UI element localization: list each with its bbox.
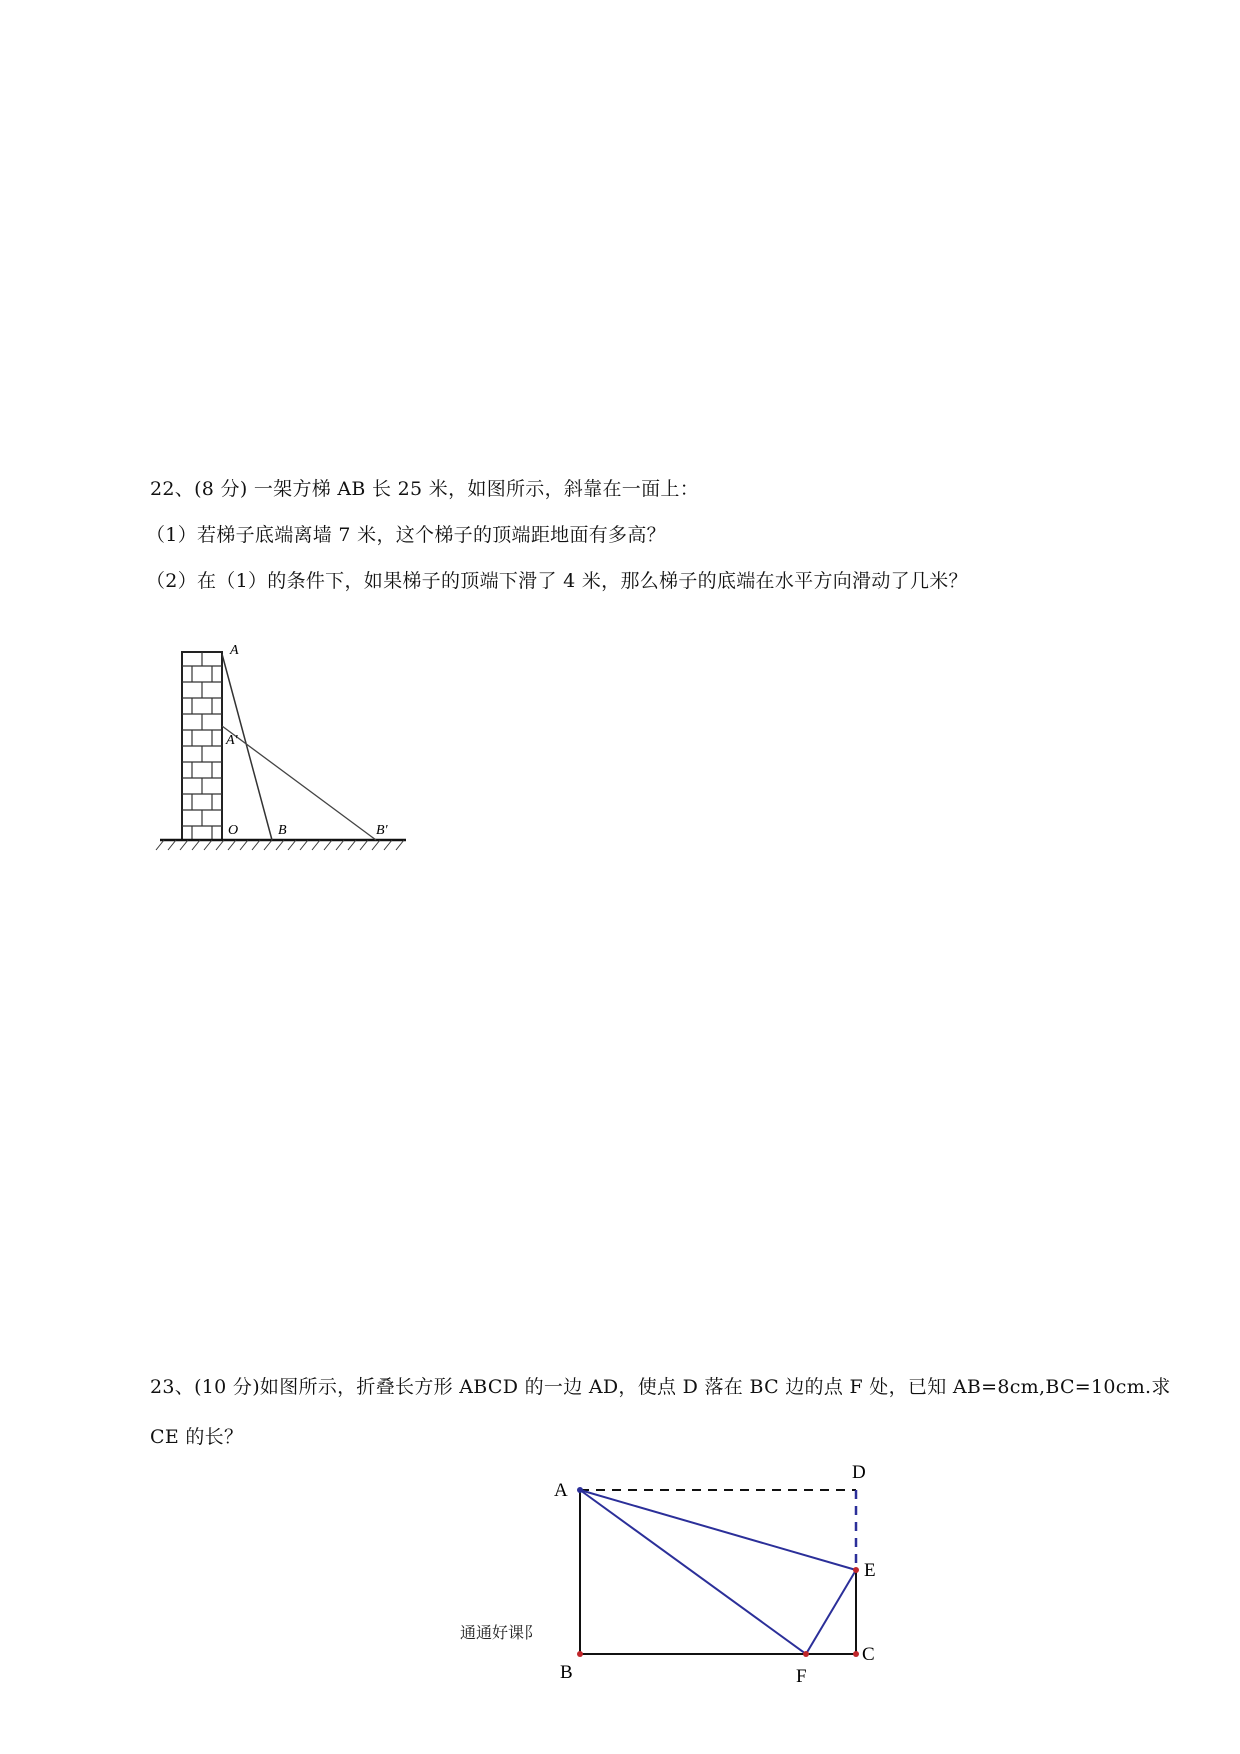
label-c: C — [862, 1644, 875, 1665]
label-d: D — [852, 1462, 866, 1483]
label-o: O — [228, 823, 239, 838]
label-b: B — [278, 823, 287, 838]
q22-part1: （1）若梯子底端离墙 7 米，这个梯子的顶端距地面有多高？ — [146, 524, 666, 546]
label-a: A — [554, 1480, 568, 1501]
ladder-a-prime-b-prime — [222, 726, 376, 840]
q22-title: 22、(8 分) 一架方梯 AB 长 25 米，如图所示，斜靠在一面上： — [150, 478, 699, 500]
point-a — [577, 1487, 583, 1493]
point-f — [803, 1651, 809, 1657]
line-ae — [580, 1490, 856, 1570]
point-b — [577, 1651, 583, 1657]
point-c — [853, 1651, 859, 1657]
label-f: F — [796, 1666, 807, 1687]
label-b: B — [560, 1662, 573, 1683]
point-e — [853, 1567, 859, 1573]
q22-part2: （2）在（1）的条件下，如果梯子的顶端下滑了 4 米，那么梯子的底端在水平方向滑动了几米？ — [146, 570, 968, 592]
q23-line2: CE 的长？ — [150, 1426, 244, 1448]
label-a: A — [230, 643, 239, 658]
label-b-prime: B′ — [376, 823, 388, 838]
watermark-text: 通通好课阝 — [460, 1623, 541, 1642]
q23-title: 23、(10 分)如图所示，折叠长方形 ABCD 的一边 AD，使点 D 落在 BC 边的点 F 处，已知 AB=8cm,BC=10cm.求 — [150, 1376, 1171, 1398]
line-fe — [806, 1570, 856, 1654]
rectangle-fold-diagram — [550, 1460, 890, 1690]
label-a-prime: A′ — [226, 733, 238, 748]
line-af — [580, 1490, 806, 1654]
label-e: E — [864, 1560, 876, 1581]
ladder-diagram — [150, 640, 430, 860]
